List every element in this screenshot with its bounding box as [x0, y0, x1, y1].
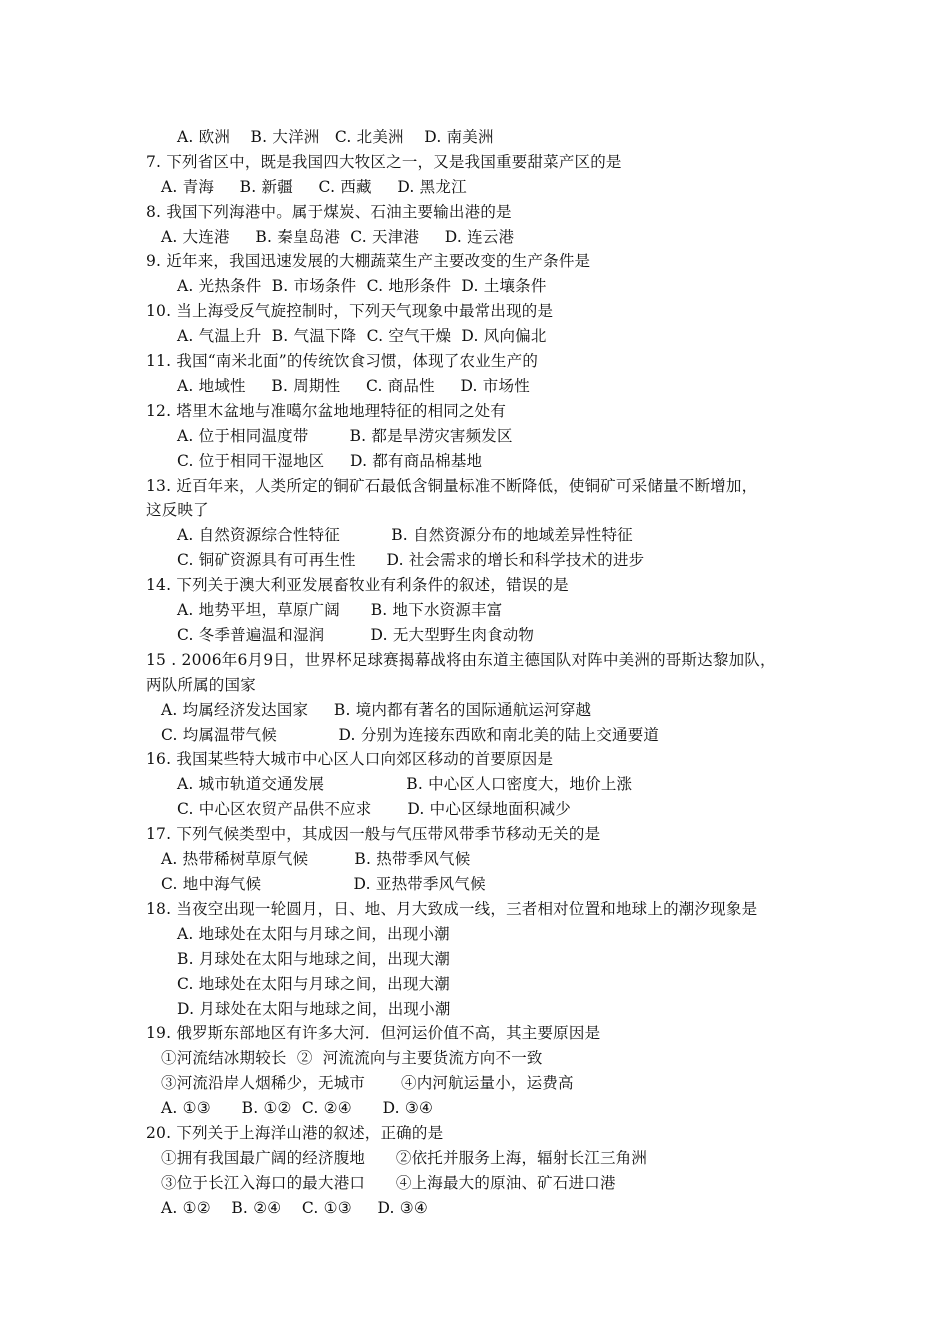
- q10-options: A. 气温上升 B. 气温下降 C. 空气干燥 D. 风向偏北: [177, 327, 547, 345]
- q11-options: A. 地域性 B. 周期性 C. 商品性 D. 市场性: [177, 377, 530, 395]
- q15-stem-cont: 两队所属的国家: [146, 676, 256, 694]
- q14-options-ab: A. 地势平坦，草原广阔 B. 地下水资源丰富: [177, 601, 503, 619]
- q15-stem: 15 . 2006年6月9日，世界杯足球赛揭幕战将由东道主德国队对阵中美洲的哥斯达黎加队，: [146, 651, 776, 669]
- q13-options-cd: C. 铜矿资源具有可再生性 D. 社会需求的增长和科学技术的进步: [177, 551, 645, 569]
- q18-option-c: C. 地球处在太阳与月球之间，出现大潮: [177, 975, 450, 993]
- q16-stem: 16. 我国某些特大城市中心区人口向郊区移动的首要原因是: [146, 750, 554, 768]
- q17-stem: 17. 下列气候类型中，其成因一般与气压带风带季节移动无关的是: [146, 825, 601, 843]
- q19-options: A. ①③ B. ①② C. ②④ D. ③④: [161, 1099, 434, 1117]
- q20-statements-12: ①拥有我国最广阔的经济腹地 ②依托并服务上海，辐射长江三角洲: [161, 1149, 648, 1167]
- q18-stem: 18. 当夜空出现一轮圆月，日、地、月大致成一线，三者相对位置和地球上的潮汐现象是: [146, 900, 758, 918]
- q13-stem-cont: 这反映了: [146, 501, 209, 519]
- q14-stem: 14. 下列关于澳大利亚发展畜牧业有利条件的叙述，错误的是: [146, 576, 569, 594]
- q15-options-ab: A. 均属经济发达国家 B. 境内都有著名的国际通航运河穿越: [161, 701, 592, 719]
- q7-stem: 7. 下列省区中，既是我国四大牧区之一，又是我国重要甜菜产区的是: [146, 153, 622, 171]
- q18-option-b: B. 月球处在太阳与地球之间，出现大潮: [177, 950, 451, 968]
- q12-options-cd: C. 位于相同干湿地区 D. 都有商品棉基地: [177, 452, 483, 470]
- q16-options-ab: A. 城市轨道交通发展 B. 中心区人口密度大，地价上涨: [177, 775, 633, 793]
- q11-stem: 11. 我国“南米北面”的传统饮食习惯，体现了农业生产的: [146, 352, 539, 370]
- q9-options: A. 光热条件 B. 市场条件 C. 地形条件 D. 土壤条件: [177, 277, 547, 295]
- q15-options-cd: C. 均属温带气候 D. 分别为连接东西欧和南北美的陆上交通要道: [161, 726, 660, 744]
- q17-options-cd: C. 地中海气候 D. 亚热带季风气候: [161, 875, 486, 893]
- q13-stem: 13. 近百年来，人类所定的铜矿石最低含铜量标准不断降低，使铜矿可采储量不断增加，: [146, 477, 758, 495]
- q17-options-ab: A. 热带稀树草原气候 B. 热带季风气候: [161, 850, 471, 868]
- q18-option-d: D. 月球处在太阳与地球之间，出现小潮: [177, 1000, 451, 1018]
- q20-options: A. ①② B. ②④ C. ①③ D. ③④: [161, 1199, 428, 1217]
- q20-stem: 20. 下列关于上海洋山港的叙述，正确的是: [146, 1124, 444, 1142]
- q19-stem: 19. 俄罗斯东部地区有许多大河．但河运价值不高，其主要原因是: [146, 1024, 601, 1042]
- q19-statements-12: ①河流结冰期较长 ② 河流流向与主要货流方向不一致: [161, 1049, 543, 1067]
- q7-options: A. 青海 B. 新疆 C. 西藏 D. 黑龙江: [161, 178, 467, 196]
- q16-options-cd: C. 中心区农贸产品供不应求 D. 中心区绿地面积减少: [177, 800, 571, 818]
- q14-options-cd: C. 冬季普遍温和湿润 D. 无大型野生肉食动物: [177, 626, 535, 644]
- q9-stem: 9. 近年来，我国迅速发展的大棚蔬菜生产主要改变的生产条件是: [146, 252, 591, 270]
- q10-stem: 10. 当上海受反气旋控制时，下列天气现象中最常出现的是: [146, 302, 554, 320]
- q18-option-a: A. 地球处在太阳与月球之间，出现小潮: [177, 925, 450, 943]
- q20-statements-34: ③位于长江入海口的最大港口 ④上海最大的原油、矿石进口港: [161, 1174, 616, 1192]
- q13-options-ab: A. 自然资源综合性特征 B. 自然资源分布的地域差异性特征: [177, 526, 633, 544]
- q12-options-ab: A. 位于相同温度带 B. 都是旱涝灾害频发区: [177, 427, 513, 445]
- q19-statements-34: ③河流沿岸人烟稀少，无城市 ④内河航运量小，运费高: [161, 1074, 574, 1092]
- q8-options: A. 大连港 B. 秦皇岛港 C. 天津港 D. 连云港: [161, 228, 515, 246]
- q8-stem: 8. 我国下列海港中。属于煤炭、石油主要输出港的是: [146, 203, 512, 221]
- q12-stem: 12. 塔里木盆地与准噶尔盆地地理特征的相同之处有: [146, 402, 507, 420]
- q6-options: A. 欧洲 B. 大洋洲 C. 北美洲 D. 南美洲: [177, 128, 494, 146]
